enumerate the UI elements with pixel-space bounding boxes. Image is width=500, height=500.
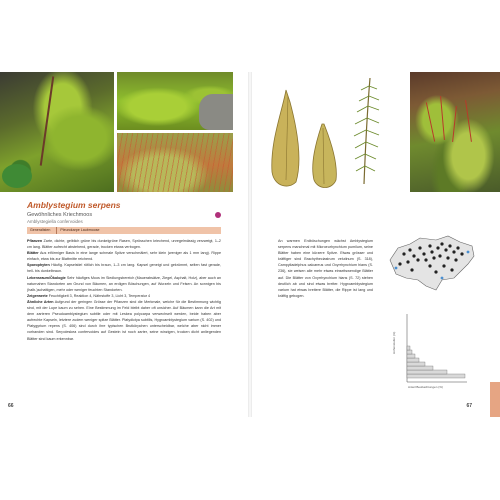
leaf-drawing-2 — [313, 124, 337, 188]
histogram-bars — [407, 346, 465, 378]
plant-stalk — [40, 76, 55, 165]
seta-stem — [465, 100, 472, 142]
paragraph-plants: Pflanzen Zarte, dichte, gelblich grüne bis dunkelgrüne Rasen, Sprösschen kriechend, unregelmässig verzweigt, 1–2 cm lang. Blätter aufrecht abstehend, gerade, trocken etwas verbogen. — [27, 239, 221, 250]
leaf-shape — [2, 164, 32, 188]
moss-capsules-photo — [410, 72, 500, 192]
histogram-y-label: Höhenstufen (m) — [392, 331, 396, 354]
left-page — [0, 72, 248, 417]
altitude-histogram — [399, 312, 469, 386]
species-title: Amblystegium serpens — [27, 200, 121, 210]
tag-type: Pleurokarpe Laubmoose — [60, 228, 100, 232]
seta-stem — [440, 96, 445, 140]
right-page — [252, 72, 500, 417]
description-text — [27, 238, 221, 342]
leaf-drawing-1 — [272, 90, 299, 186]
paragraph-sporophytes: Sporophyten Häufig. Kapselstiel rötlich bis braun, 1–3 cm lang. Kapsel geneigt und gekrümmt, selten fast gerade, hell- bis dunkelbraun. — [27, 263, 221, 274]
common-name: Gewöhnliches Kriechmoos — [27, 212, 93, 218]
chapter-tab — [490, 382, 500, 417]
paragraph-leaves: Blätter Aus eiförmiger Basis in eine lange schmale Spitze verschmälert, sehr klein (weniger als 1 mm lang). Rippe einfach, etwa bis zur Blattmitte reichend. — [27, 251, 222, 262]
switzerland-outline — [390, 236, 474, 290]
page-number-right: 67 — [466, 403, 472, 409]
distribution-map — [384, 230, 479, 296]
tag-bar — [27, 227, 221, 234]
right-paragraph: An warmen Erdböschungen wächst Amblystegium serpens manchmal mit Microeurhynchium pumilum, seine Blätter haben eine kürzere Spitze. Etwas grösser und kräftiger sind Brachytheciastrum velutinum (S. 318), Campyliadelphus calcareus und Oxyrrhynchium hians (S. 236), sie weisen alle mehr etwas einseitswendige Blätter auf. Die Blätter von Oxyrrhynchium hians (S. 72) stehen deutlich ab und sind etwas breiter. Hygroamblystegium varium hat etwas breitere Blätter, die Rippe ist lang und kräftig gebogen. — [278, 239, 373, 298]
moss-sporophyte-photo — [117, 133, 233, 192]
tag-group: Generalisten — [27, 227, 57, 234]
seta-stem — [426, 102, 435, 141]
synonym-name: Amblystegiella confervoides — [27, 219, 83, 224]
page-number-left: 66 — [8, 403, 14, 409]
seta-stem — [452, 106, 457, 142]
leaf-drawings-svg — [252, 72, 406, 192]
leaf-illustration — [252, 72, 406, 192]
moss-habitat-photo — [0, 72, 114, 192]
category-dot — [215, 212, 221, 218]
histogram-x-label: Anteil Beobachtungen (%) — [408, 385, 443, 389]
paragraph-indicators: Zeigerwerte Feuchtigkeit 3, Reaktion 4, Nährstoffe 3, Licht 3, Temperatur 4 — [27, 293, 151, 298]
paragraph-habitat: Lebensraum/Ökologie Sehr häufiges Moos im Siedlungsbereich (Mauerabsätze, Ziegel, Asphalt, Holz), aber auch an naturnahen Standorten am Grund von Bäumen, an erdigen Böschungen, auf Wurzeln und Felsen. An sonnigen bis (halb-)schattigen, mehr oder weniger feuchten Standorten. — [27, 275, 221, 292]
paragraph-similar-species: Ähnliche Arten Aufgrund der geringen Grösse der Pflanzen sind die Merkmale, welche für die Bestimmung wichtig sind, mit der Lupe kaum zu sehen. Eine Bestimmung im Feld bleibt daher oft unsicher. Auf Bäumen kann die Art mit dem zarteren Pseudoamblystegium subtile oder mit Leskea polycarpa verwechselt werden, beide haben aber aufrechte Kapseln, letztere zudem weniger spitze Blätter. Platydictya subtilis, Hygroamblystegium varium (S. 402) und Platygyrium repens (S. 406) sind durch ihre typischen Brutkörpchen unterscheidbar, welche aber nicht immer vorhanden sind. Serpoleskea confervoides auf Gestein ist noch zarter, seine winzigen, trocken dicht anliegenden Blätter sind kaum erkennbar. — [27, 299, 221, 341]
rock-shape — [199, 94, 233, 130]
moss-cushion-photo — [117, 72, 233, 130]
